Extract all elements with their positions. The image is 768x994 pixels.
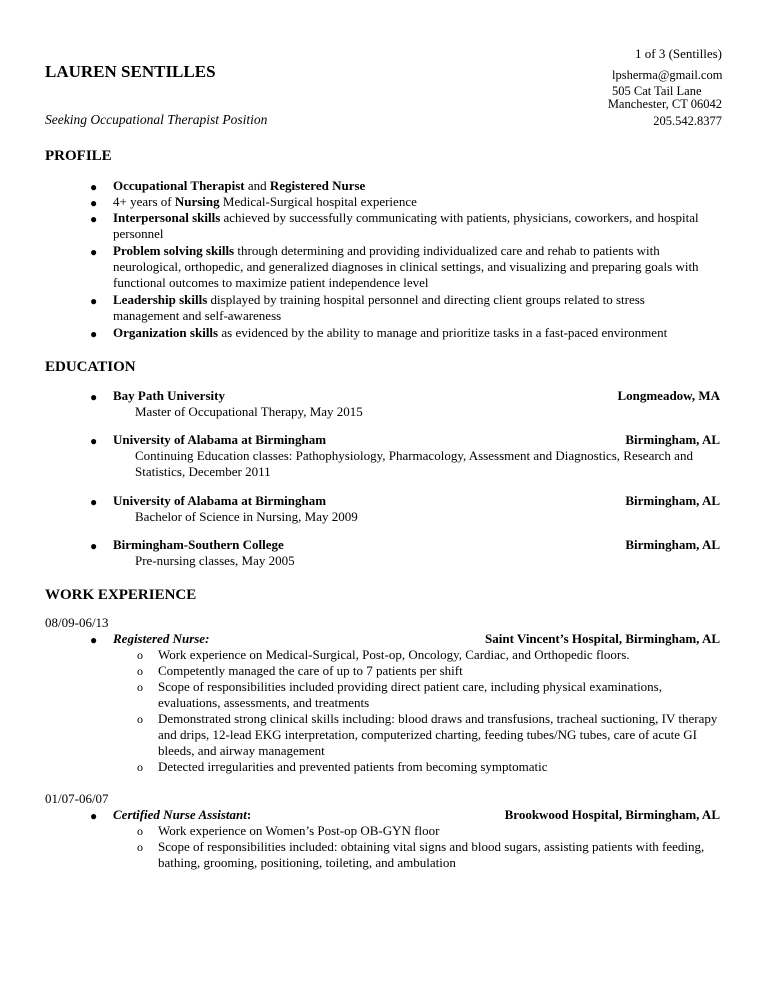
job-dates: 01/07-06/07 (45, 791, 109, 806)
circle-bullet-icon: o (137, 840, 143, 854)
profile-item: Problem solving skills through determining and providing individualized care and rehab to patients with neurological, orthopedic, and generalized diagnoses in clinical settings, and visualizing and preparing goals with functional outcomes to maximize patient independence level (113, 243, 699, 290)
bullet-icon: ● (90, 434, 98, 448)
job-role: Certified Nurse Assistant: (113, 807, 252, 822)
circle-bullet-icon: o (137, 648, 143, 662)
school-detail: Continuing Education classes: Pathophysiology, Pharmacology, Assessment and Diagnostics, Research and Statistics, December 2011 (135, 448, 693, 479)
bullet-icon: ● (90, 495, 98, 509)
profile-item: Leadership skills displayed by training hospital personnel and directing client groups related to stress management and self-awareness (113, 292, 645, 323)
school-name: Birmingham-Southern College (113, 537, 284, 552)
circle-bullet-icon: o (137, 664, 143, 678)
job-duty: Scope of responsibilities included providing direct patient care, including physical examinations, evaluations, assessments, and treatments (158, 679, 662, 710)
bullet-icon: ● (90, 327, 98, 341)
work-heading: WORK EXPERIENCE (45, 587, 197, 603)
bullet-icon: ● (90, 212, 98, 226)
circle-bullet-icon: o (137, 760, 143, 774)
circle-bullet-icon: o (137, 712, 143, 726)
circle-bullet-icon: o (137, 680, 143, 694)
school-detail: Master of Occupational Therapy, May 2015 (135, 404, 363, 419)
profile-item: Organization skills as evidenced by the ability to manage and prioritize tasks in a fast-paced environment (113, 325, 668, 340)
street-address: 505 Cat Tail Lane (612, 84, 702, 98)
page-label: 1 of 3 (Sentilles) (634, 46, 722, 61)
job-duty: Competently managed the care of up to 7 patients per shift (158, 663, 463, 678)
profile-item: Interpersonal skills achieved by successfully communicating with patients, physicians, coworkers, and hospital personnel (113, 210, 699, 241)
school-name: Bay Path University (113, 388, 225, 403)
school-name: University of Alabama at Birmingham (113, 493, 327, 508)
profile-heading: PROFILE (45, 148, 112, 164)
school-detail: Pre-nursing classes, May 2005 (135, 553, 295, 568)
bullet-icon: ● (90, 294, 98, 308)
bullet-icon: ● (90, 245, 98, 259)
school-location: Birmingham, AL (625, 493, 720, 508)
bullet-icon: ● (90, 390, 98, 404)
profile-item: 4+ years of Nursing Medical-Surgical hospital experience (113, 194, 417, 209)
job-duty: Demonstrated strong clinical skills including: blood draws and transfusions, tracheal suctioning, IV therapy and drips, 12-lead EKG interpretation, computerized charting, feeding tubes/NG tubes, care of acute GI bleeds, and airway management (158, 711, 718, 758)
job-employer: Saint Vincent’s Hospital, Birmingham, AL (485, 631, 720, 646)
school-location: Longmeadow, MA (617, 388, 720, 403)
job-dates: 08/09-06/13 (45, 615, 109, 630)
bullet-icon: ● (90, 196, 98, 210)
city-address: Manchester, CT 06042 (607, 97, 722, 111)
phone: 205.542.8377 (653, 114, 722, 128)
school-detail: Bachelor of Science in Nursing, May 2009 (135, 509, 358, 524)
school-location: Birmingham, AL (625, 432, 720, 447)
applicant-name: LAUREN SENTILLES (45, 62, 216, 81)
job-duty: Work experience on Medical-Surgical, Post-op, Oncology, Cardiac, and Orthopedic floors. (158, 647, 630, 662)
bullet-icon: ● (90, 633, 98, 647)
circle-bullet-icon: o (137, 824, 143, 838)
profile-item: Occupational Therapist and Registered Nurse (113, 178, 366, 193)
bullet-icon: ● (90, 180, 98, 194)
job-duty: Work experience on Women’s Post-op OB-GYN floor (158, 823, 440, 838)
bullet-icon: ● (90, 809, 98, 823)
job-employer: Brookwood Hospital, Birmingham, AL (504, 807, 720, 822)
school-location: Birmingham, AL (625, 537, 720, 552)
email: lpsherma@gmail.com (612, 68, 723, 82)
job-role: Registered Nurse: (113, 631, 210, 646)
school-name: University of Alabama at Birmingham (113, 432, 327, 447)
bullet-icon: ● (90, 539, 98, 553)
education-heading: EDUCATION (45, 359, 136, 375)
job-duty: Scope of responsibilities included: obtaining vital signs and blood sugars, assisting patients with feeding, bathing, grooming, positioning, toileting, and ambulation (158, 839, 705, 870)
job-duty: Detected irregularities and prevented patients from becoming symptomatic (158, 759, 548, 774)
objective: Seeking Occupational Therapist Position (45, 112, 268, 127)
